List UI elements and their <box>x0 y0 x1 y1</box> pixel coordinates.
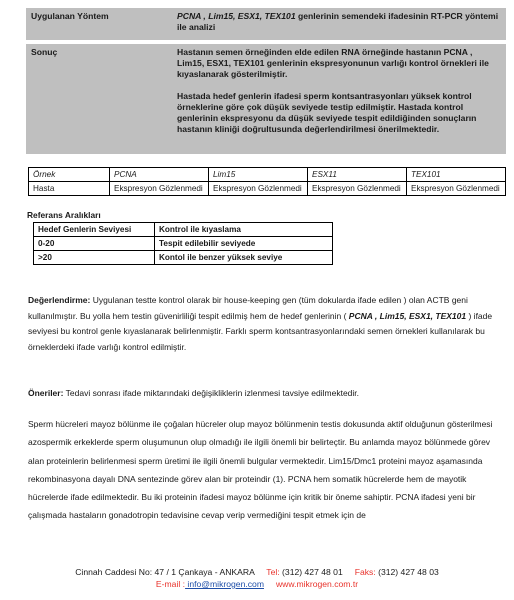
result-paragraph-1: Hastanın semen örneğinden elde edilen RNA örneğinde hastanın PCNA , Lim15, ESX1, TEX101 genlerinin ekspresyonunun varlığı kontrol örnekleri ile kıyaslanarak gösterilmiştir. <box>177 47 489 80</box>
body-paragraph: Sperm hücreleri mayoz bölünme ile çoğalan hücreler olup mayoz bölünmenin testis dokusunda aktif olduğunun gösterilmesi azospermik erkeklerde sperm oluşumunun olup olmadığı ile ilgili önemli bir belirteçtir. Bu anlamda mayoz bölünmede görev alan proteinlerin belirlenmesi sperm üretimi ile ilgili önemli bulgular vermektedir. Lim15/Dmc1 proteini mayoz aşamasında rekombinasyona dayalı DNA sentezinde görev alan bir proteindir (1). PCNA hem somatik hücrelerde hem de mayotik hücrelerde ifade edilmektedir. Bu iki proteinin ifadesi mayoz bölünme için kritik bir öneme sahiptir. PCNA ifadesi yeni bir çalışmada hastaların gonadotropin tedavisine cevap verip vermediğini tespit etmek için de <box>28 419 493 521</box>
footer-tel-label: Tel: <box>266 567 280 577</box>
reference-header: Kontrol ile kıyaslama <box>155 223 333 237</box>
evaluation-label: Değerlendirme: <box>28 295 91 305</box>
gene-table-header: TEX101 <box>407 168 506 182</box>
reference-meaning: Tespit edilebilir seviyede <box>155 237 333 251</box>
footer-tel: (312) 427 48 01 <box>279 567 343 577</box>
reference-meaning: Kontol ile benzer yüksek seviye <box>155 251 333 265</box>
result-row <box>26 44 506 154</box>
evaluation-genes: PCNA , Lim15, ESX1, TEX101 <box>346 310 469 321</box>
method-label: Uygulanan Yöntem <box>31 11 109 21</box>
gene-table-header: Örnek <box>29 168 110 182</box>
reference-range: >20 <box>34 251 155 265</box>
result-label: Sonuç <box>31 47 58 57</box>
reference-header: Hedef Genlerin Seviyesi <box>34 223 155 237</box>
footer-fax: (312) 427 48 03 <box>375 567 439 577</box>
footer-email-label: E-mail : <box>155 579 186 589</box>
gene-table-cell: Ekspresyon Gözlenmedi <box>308 182 407 196</box>
footer-address: Cinnah Caddesi No: 47 / 1 Çankaya - ANKARA <box>75 567 255 577</box>
method-text: genlerinin semendeki ifadesinin RT-PCR yöntemi ile analizi <box>177 11 499 33</box>
reference-table <box>33 222 333 265</box>
recommendation-label: Öneriler: <box>28 388 64 398</box>
footer-fax-label: Faks: <box>354 567 376 577</box>
method-row <box>26 8 506 40</box>
recommendation-paragraph <box>28 386 498 402</box>
reference-row <box>34 251 333 265</box>
result-value <box>172 44 506 154</box>
gene-table-cell: Ekspresyon Gözlenmedi <box>407 182 506 196</box>
footer-web-link[interactable]: www.mikrogen.com.tr <box>275 579 359 589</box>
gene-table-row <box>29 182 506 196</box>
gene-table-header: Lim15 <box>209 168 308 182</box>
footer-line-2 <box>0 579 514 589</box>
evaluation-paragraph <box>28 293 498 355</box>
reference-title: Referans Aralıkları <box>27 210 101 220</box>
result-paragraph-2: Hastada hedef genlerin ifadesi sperm kontsantrasyonları yüksek kontrol örneklerine göre çok düşük seviyede testip edilmiştir. Hastada kontrol genlerinin ekspresyonu da düşük seviyede tespit edildiğinden sonuçların hastanın kliniği doğrultusunda değerlendirilmesi önerilmektedir. <box>177 90 477 135</box>
method-genes: PCNA , Lim15, ESX1, TEX101 <box>177 11 296 21</box>
gene-table-cell: Ekspresyon Gözlenmedi <box>110 182 209 196</box>
evaluation-text-1: Uygulanan testte kontrol olarak bir house-keeping gen (tüm dokularda ifade edilen ) olan ACTB geni kullanılmıştır. Bu yolla hem testin güvenirliliği tespit edilmiş hem de hedef genlerinin ( <box>28 295 468 321</box>
reference-range: 0-20 <box>34 237 155 251</box>
gene-table-header: PCNA <box>110 168 209 182</box>
recommendation-text: Tedavi sonrası ifade miktarındaki değişikliklerin izlenmesi tavsiye edilmektedir. <box>63 388 360 398</box>
gene-expression-table <box>28 167 506 196</box>
gene-table-cell: Ekspresyon Gözlenmedi <box>209 182 308 196</box>
gene-table-header: ESX11 <box>308 168 407 182</box>
gene-table-header-row <box>29 168 506 182</box>
footer-email-link[interactable]: info@mikrogen.com <box>185 579 264 589</box>
method-value <box>172 8 506 40</box>
gene-table-row-label: Hasta <box>29 182 110 196</box>
evaluation-text-2: ) ifade seviyesi bu kontrol genle kıyaslanarak belirlenmiştir. Farklı sperm kontsantrasyonlarındaki semen örnekleri kullanılarak bu örneklerdeki ifade varlığı kontrol edilmiştir. <box>28 310 493 352</box>
reference-row <box>34 237 333 251</box>
footer-line-1 <box>0 567 514 577</box>
reference-header-row <box>34 223 333 237</box>
